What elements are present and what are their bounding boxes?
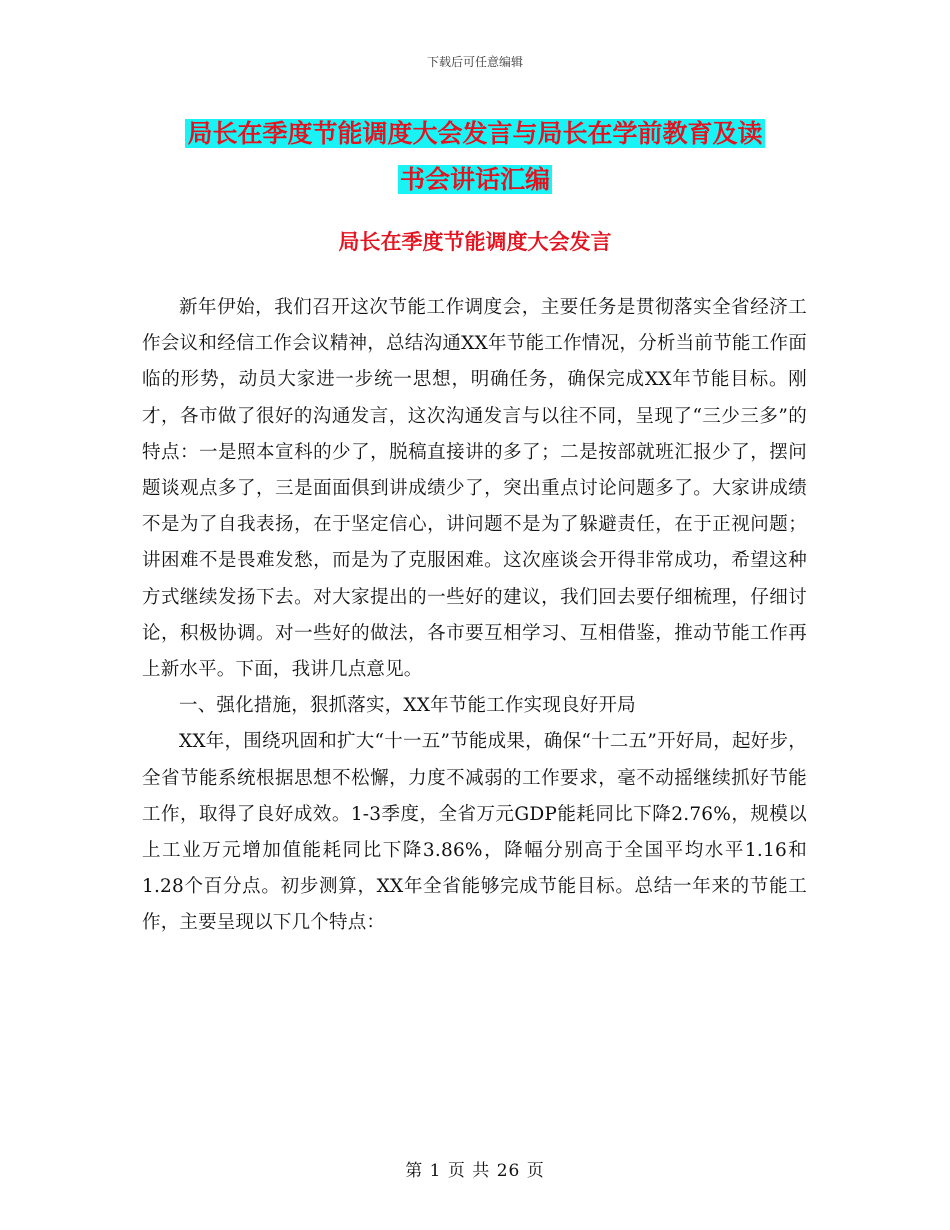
document-title-line-2-text: 书会讲话汇编 <box>399 165 550 194</box>
paragraph-heading-one: 一、强化措施，狠抓落实，XX年节能工作实现良好开局 <box>179 695 636 717</box>
document-title-line-1-text: 局长在季度节能调度大会发言与局长在学前教育及读 <box>187 119 763 148</box>
page-header-note: 下载后可任意编辑 <box>426 55 523 69</box>
document-title-line-2 <box>0 160 950 196</box>
paragraph-intro: 新年伊始，我们召开这次节能工作调度会，主要任务是贯彻落实全省经济工作会议和经信工作会议精神，总结沟通XX年节能工作情况，分析当前节能工作面临的形势，动员大家进一步统一思想，明确任务，确保完成XX年节能目标。刚才，各市做了很好的沟通发言，这次沟通发言与以往不同，呈现了“三少三多”的特点：一是照本宣科的少了，脱稿直接讲的多了；二是按部就班汇报少了，摆问题谈观点多了，三是面面俱到讲成绩少了，突出重点讨论问题多了。大家讲成绩不是为了自我表扬，在于坚定信心，讲问题不是为了躲避责任，在于正视问题；讲困难不是畏难发愁，而是为了克服困难。这次座谈会开得非常成功，希望这种方式继续发扬下去。对大家提出的一些好的建议，我们回去要仔细梳理，仔细讨论，积极协调。对一些好的做法，各市要互相学习、互相借鉴，推动节能工作再上新水平。下面，我讲几点意见。 <box>142 297 807 681</box>
page-number: 第 1 页 共 26 页 <box>405 1161 545 1181</box>
section-title: 局长在季度节能调度大会发言 <box>338 230 612 254</box>
document-title-line-1 <box>0 114 950 150</box>
paragraph-achievements: XX年，围绕巩固和扩大“十一五”节能成果，确保“十二五”开好局，起好步，全省节能系统根据思想不松懈，力度不减弱的工作要求，毫不动摇继续抓好节能工作，取得了良好成效。1-3季度，全省万元GDP能耗同比下降2.76%，规模以上工业万元增加值能耗同比下降3.86%，降幅分别高于全国平均水平1.16和1.28个百分点。初步测算，XX年全省能够完成节能目标。总结一年来的节能工作，主要呈现以下几个特点： <box>142 731 807 934</box>
document-body <box>142 290 807 942</box>
